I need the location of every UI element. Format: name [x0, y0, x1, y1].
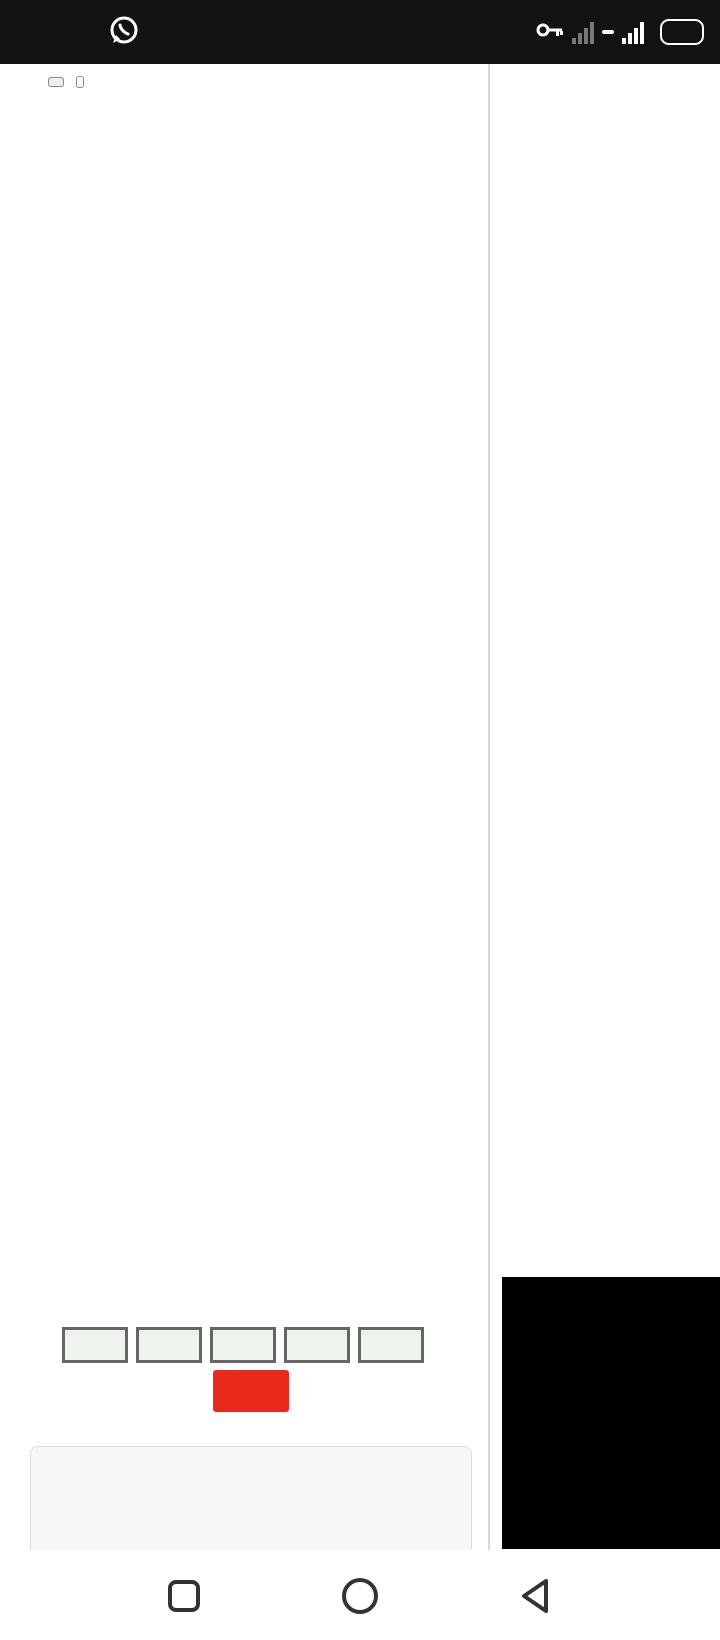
- signal-sim2-icon: [622, 20, 644, 44]
- kop-button[interactable]: [136, 1327, 202, 1363]
- dark-panel: [502, 1277, 720, 1549]
- color-toolbar: [36, 64, 486, 100]
- brush-button[interactable]: [76, 76, 84, 88]
- as-button[interactable]: [62, 1327, 128, 1363]
- home-icon[interactable]: [340, 1576, 380, 1616]
- toolbar-reset-button[interactable]: [48, 77, 64, 87]
- status-bar: [0, 0, 720, 64]
- jml-button[interactable]: [358, 1327, 424, 1363]
- reset-button[interactable]: [213, 1370, 289, 1412]
- ekr-button[interactable]: [284, 1327, 350, 1363]
- battery-icon: [660, 19, 704, 45]
- back-icon[interactable]: [516, 1576, 556, 1616]
- signal-sim1-icon: [572, 20, 594, 44]
- key-icon: [536, 20, 564, 45]
- kep-button[interactable]: [210, 1327, 276, 1363]
- status-icons: [536, 12, 704, 52]
- whatsapp-icon: [108, 14, 140, 53]
- recent-apps-icon[interactable]: [164, 1576, 204, 1616]
- volte-badge: [602, 30, 614, 34]
- function-buttons: [62, 1327, 424, 1363]
- navigation-bar: [0, 1550, 720, 1640]
- notice-box: [30, 1446, 472, 1566]
